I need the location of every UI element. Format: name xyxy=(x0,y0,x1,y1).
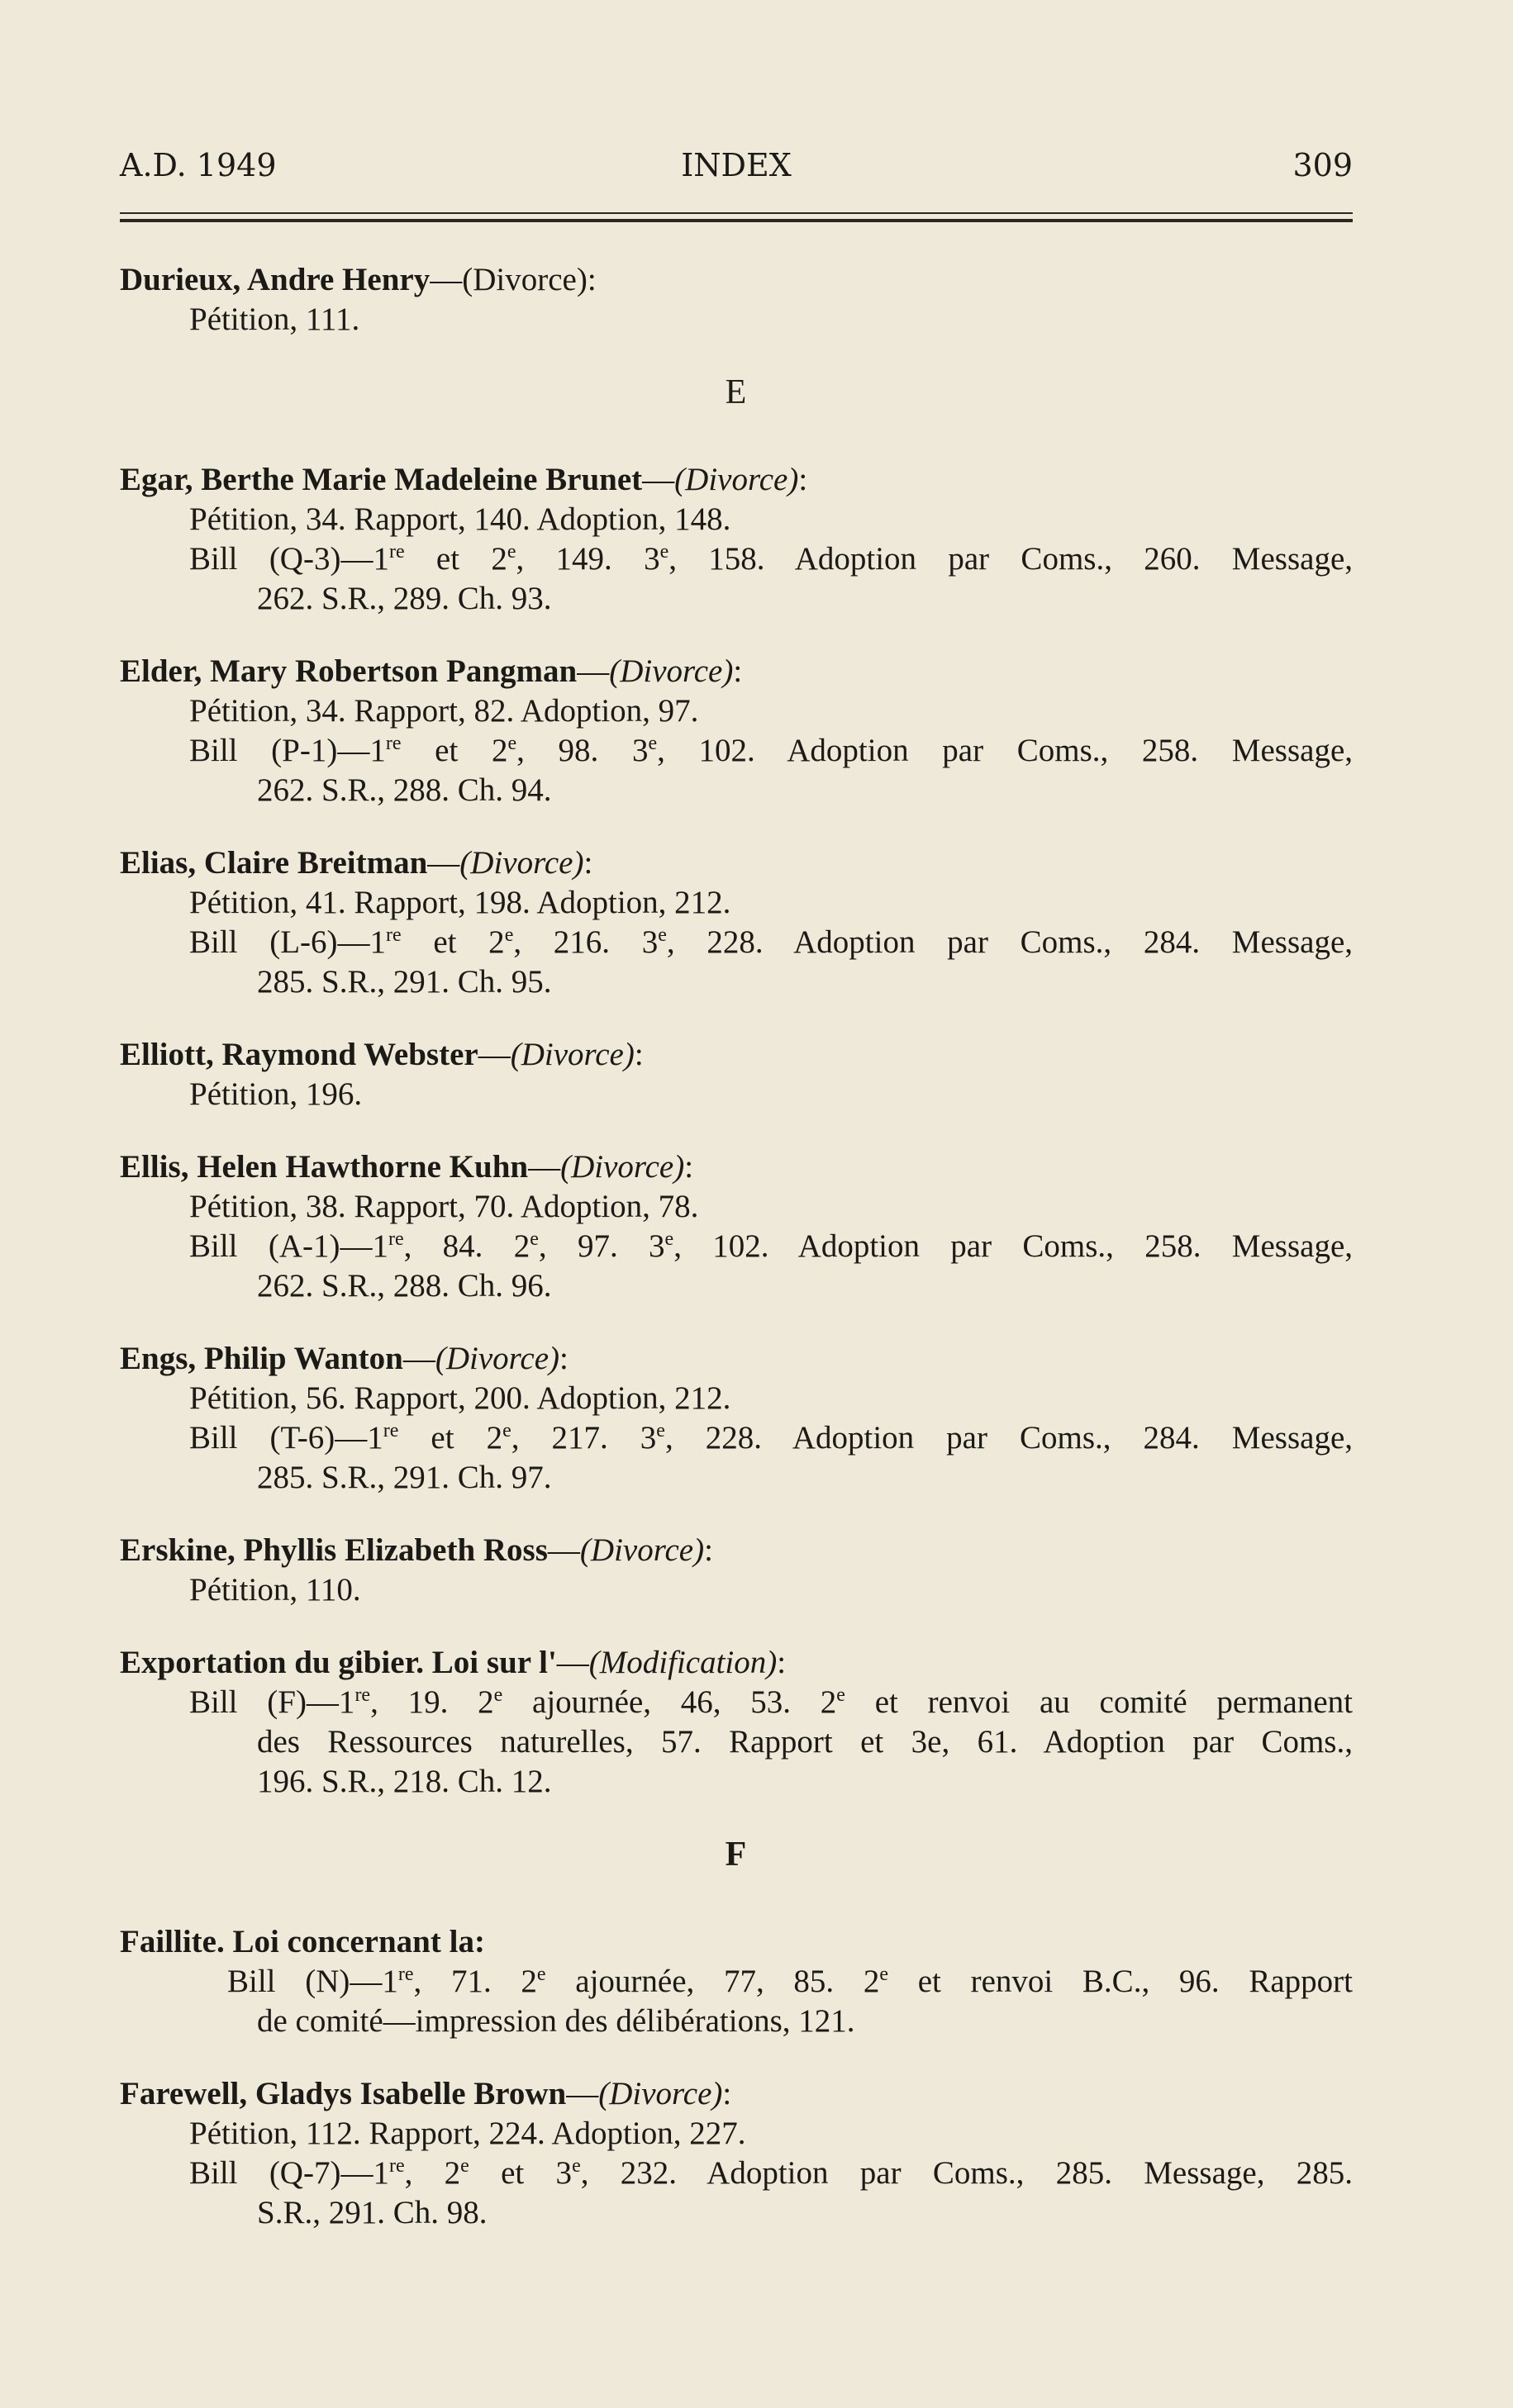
entry-heading: Durieux, Andre Henry—(Divorce): xyxy=(120,262,597,297)
entry-qualifier: (Divorce) xyxy=(510,1037,635,1072)
entry-qualifier: (Divorce) xyxy=(435,1341,559,1376)
entry-name: Durieux, Andre Henry xyxy=(120,262,431,297)
entry-line-text: S.R., 291. Ch. 98. xyxy=(257,2195,488,2230)
entry-name: Egar, Berthe Marie Madeleine Brunet xyxy=(120,462,643,497)
entry-qualifier: (Modification) xyxy=(588,1645,778,1680)
entry-line xyxy=(120,731,1353,771)
entry-line-text: 196. S.R., 218. Ch. 12. xyxy=(257,1764,552,1799)
entry-line xyxy=(120,1187,1353,1227)
entry-line xyxy=(120,1418,1353,1458)
entry-qualifier: (Divorce) xyxy=(609,653,734,689)
entry-line xyxy=(120,2154,1353,2193)
index-entry-erskine xyxy=(120,1531,1353,1610)
entry-line-text: Pétition, 34. Rapport, 82. Adoption, 97. xyxy=(189,693,699,729)
entry-line xyxy=(120,1075,1353,1114)
entry-line xyxy=(120,1762,1353,1802)
entry-qualifier: (Divorce) xyxy=(579,1532,705,1568)
entry-line-text: 285. S.R., 291. Ch. 95. xyxy=(257,964,552,1000)
entry-line xyxy=(120,1227,1353,1266)
entry-qualifier: (Divorce) xyxy=(462,262,588,297)
entry-heading: Farewell, Gladys Isabelle Brown—(Divorce): xyxy=(120,2076,732,2111)
entry-line-text: Pétition, 110. xyxy=(189,1572,361,1608)
entry-line-text: Pétition, 56. Rapport, 200. Adoption, 212. xyxy=(189,1380,731,1416)
entry-line xyxy=(120,2114,1353,2154)
entry-qualifier: (Divorce) xyxy=(560,1149,685,1185)
entry-line xyxy=(120,1722,1353,1762)
entry-name: Elliott, Raymond Webster xyxy=(120,1037,478,1072)
entry-line-text: Bill (Q-7)—1re, 2e et 3e, 232. Adoption par Coms., 285. Message, 285. xyxy=(189,2155,1354,2191)
index-entry-engs xyxy=(120,1339,1353,1498)
entry-line xyxy=(120,1266,1353,1306)
entry-line-text: Pétition, 111. xyxy=(189,302,360,337)
entry-name: Faillite. Loi concernant la: xyxy=(120,1924,485,1959)
entry-name: Erskine, Phyllis Elizabeth Ross xyxy=(120,1532,548,1568)
entry-heading: Elder, Mary Robertson Pangman—(Divorce): xyxy=(120,653,743,689)
entry-line-text: Pétition, 34. Rapport, 140. Adoption, 148. xyxy=(189,501,731,537)
index-entry-farewell xyxy=(120,2074,1353,2233)
index-entries xyxy=(120,260,1353,2266)
entry-name: Ellis, Helen Hawthorne Kuhn xyxy=(120,1149,529,1185)
entry-qualifier: (Divorce) xyxy=(598,2076,723,2111)
entry-line xyxy=(120,579,1353,619)
entry-heading: Elias, Claire Breitman—(Divorce): xyxy=(120,845,593,881)
index-entry-egar xyxy=(120,460,1353,619)
entry-qualifier: (Divorce) xyxy=(674,462,799,497)
header-title: INDEX xyxy=(681,147,792,183)
entry-line-text: Pétition, 112. Rapport, 224. Adoption, 227. xyxy=(189,2116,746,2151)
entry-name: Elias, Claire Breitman xyxy=(120,845,428,881)
index-entry-elias xyxy=(120,843,1353,1002)
entry-heading: Egar, Berthe Marie Madeleine Brunet—(Divorce): xyxy=(120,462,808,497)
running-head xyxy=(120,147,1353,188)
header-rule-thin xyxy=(120,212,1353,214)
entry-line xyxy=(120,1570,1353,1610)
entry-line-text: Bill (L-6)—1re et 2e, 216. 3e, 228. Adoption par Coms., 284. Message, xyxy=(189,924,1354,960)
entry-line xyxy=(120,2002,1353,2041)
entry-line-text: Bill (F)—1re, 19. 2e ajournée, 46, 53. 2e et renvoi au comité permanent xyxy=(189,1684,1353,1720)
entry-line-text: Bill (T-6)—1re et 2e, 217. 3e, 228. Adoption par Coms., 284. Message, xyxy=(189,1420,1353,1456)
entry-line-text: Bill (P-1)—1re et 2e, 98. 3e, 102. Adoption par Coms., 258. Message, xyxy=(189,733,1354,768)
index-entry-exportation-gibier xyxy=(120,1643,1353,1802)
index-entry-faillite xyxy=(120,1922,1353,2041)
header-year: A.D. 1949 xyxy=(120,147,277,183)
entry-heading: Ellis, Helen Hawthorne Kuhn—(Divorce): xyxy=(120,1149,694,1185)
entry-heading: Elliott, Raymond Webster—(Divorce): xyxy=(120,1037,644,1072)
entry-line xyxy=(120,1458,1353,1498)
entry-line-text: Pétition, 41. Rapport, 198. Adoption, 212. xyxy=(189,885,731,920)
entry-line-text: 285. S.R., 291. Ch. 97. xyxy=(257,1460,552,1495)
entry-line-text: Bill (N)—1re, 71. 2e ajournée, 77, 85. 2e et renvoi B.C., 96. Rapport xyxy=(227,1964,1353,1999)
entry-line-text: Pétition, 38. Rapport, 70. Adoption, 78. xyxy=(189,1189,699,1224)
entry-line xyxy=(120,691,1353,731)
entry-line-text: Bill (Q-3)—1re et 2e, 149. 3e, 158. Adoption par Coms., 260. Message, xyxy=(189,541,1354,577)
entry-name: Exportation du gibier. Loi sur l' xyxy=(120,1645,557,1680)
entry-line xyxy=(120,300,1353,340)
index-entry-elliott xyxy=(120,1035,1353,1114)
entry-heading: Engs, Philip Wanton—(Divorce): xyxy=(120,1341,569,1376)
entry-line xyxy=(120,539,1353,579)
entry-name: Engs, Philip Wanton xyxy=(120,1341,403,1376)
section-letter-f: F xyxy=(725,1836,748,1874)
page-number: 309 xyxy=(1292,147,1353,183)
index-entry-durieux xyxy=(120,260,1353,340)
entry-line xyxy=(120,1683,1353,1722)
entry-line xyxy=(120,1962,1353,2002)
header-rule-thick xyxy=(120,219,1353,222)
entry-name: Farewell, Gladys Isabelle Brown xyxy=(120,2076,567,2111)
entry-heading: Erskine, Phyllis Elizabeth Ross—(Divorce): xyxy=(120,1532,713,1568)
entry-line-text: 262. S.R., 288. Ch. 96. xyxy=(257,1268,552,1304)
entry-line xyxy=(120,883,1353,923)
entry-line xyxy=(120,962,1353,1002)
entry-line xyxy=(120,2193,1353,2233)
entry-line-text: 262. S.R., 288. Ch. 94. xyxy=(257,772,552,808)
section-letter-e: E xyxy=(725,373,748,411)
entry-line xyxy=(120,500,1353,539)
index-entry-elder xyxy=(120,652,1353,810)
entry-line-text: Bill (A-1)—1re, 84. 2e, 97. 3e, 102. Adoption par Coms., 258. Message, xyxy=(189,1228,1354,1264)
entry-heading xyxy=(120,1922,1353,1962)
entry-line-text: de comité—impression des délibérations, 121. xyxy=(257,2003,855,2039)
index-entry-ellis xyxy=(120,1147,1353,1306)
entry-line-text: 262. S.R., 289. Ch. 93. xyxy=(257,581,552,616)
entry-line-text: Pétition, 196. xyxy=(189,1076,363,1112)
entry-name: Elder, Mary Robertson Pangman xyxy=(120,653,578,689)
entry-line xyxy=(120,771,1353,810)
entry-qualifier: (Divorce) xyxy=(459,845,584,881)
entry-line xyxy=(120,1379,1353,1418)
entry-line xyxy=(120,923,1353,962)
entry-line-text: des Ressources naturelles, 57. Rapport et 3e, 61. Adoption par Coms., xyxy=(257,1724,1353,1760)
entry-heading: Exportation du gibier. Loi sur l'—(Modification): xyxy=(120,1645,787,1680)
